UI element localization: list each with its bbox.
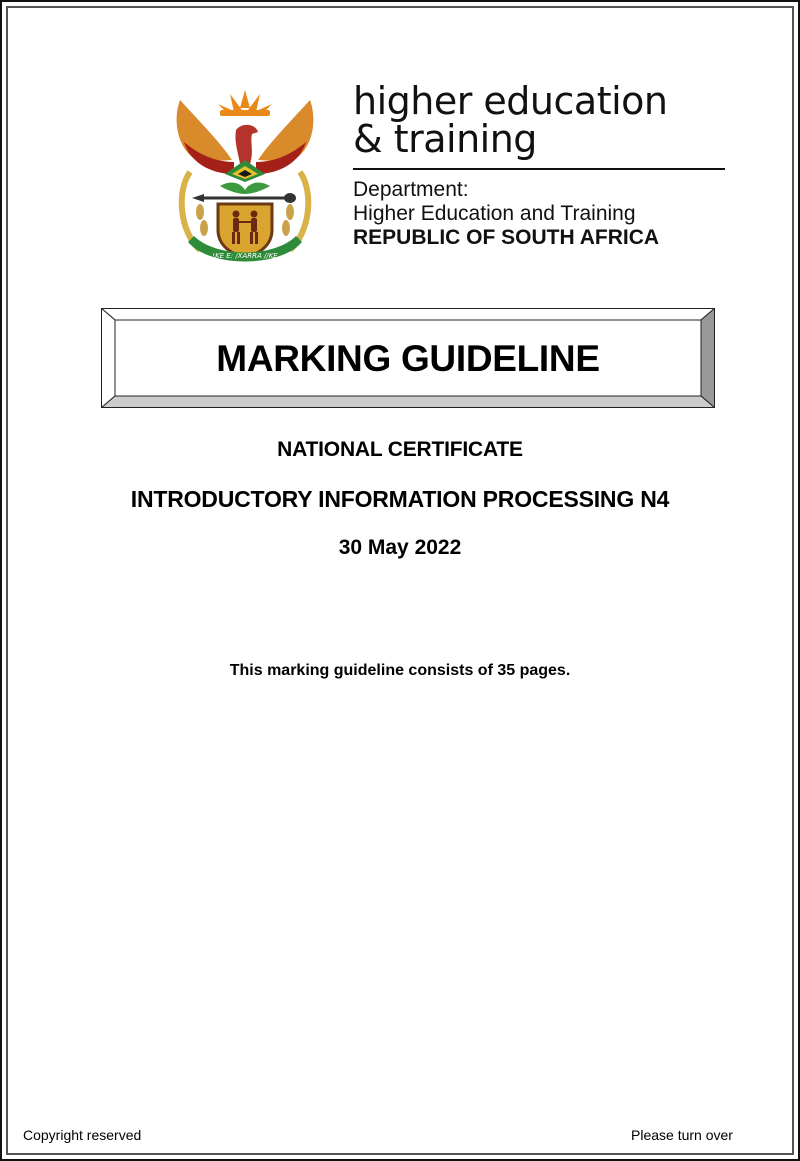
department-header bbox=[170, 79, 730, 267]
department-branding bbox=[353, 79, 725, 250]
document-title: MARKING GUIDELINE bbox=[216, 338, 600, 379]
department-label: Department: bbox=[353, 178, 469, 201]
svg-text:!KE E: /XARRA //KE: !KE E: /XARRA //KE bbox=[212, 252, 278, 260]
subject-name: INTRODUCTORY INFORMATION PROCESSING N4 bbox=[130, 486, 670, 512]
country-name: REPUBLIC OF SOUTH AFRICA bbox=[353, 226, 660, 249]
turn-over-footer: Please turn over bbox=[631, 1127, 733, 1143]
exam-date: 30 May 2022 bbox=[338, 536, 462, 559]
coat-of-arms-icon bbox=[170, 82, 320, 267]
brand-title-line1: higher education bbox=[353, 79, 668, 123]
department-name: Higher Education and Training bbox=[353, 202, 636, 225]
brand-divider bbox=[353, 168, 725, 170]
brand-title-line2: & training bbox=[353, 117, 537, 161]
copyright-footer: Copyright reserved bbox=[23, 1127, 142, 1143]
certificate-type: NATIONAL CERTIFICATE bbox=[277, 438, 523, 461]
title-banner bbox=[101, 308, 715, 408]
page-count-note: This marking guideline consists of 35 pages. bbox=[229, 662, 571, 679]
